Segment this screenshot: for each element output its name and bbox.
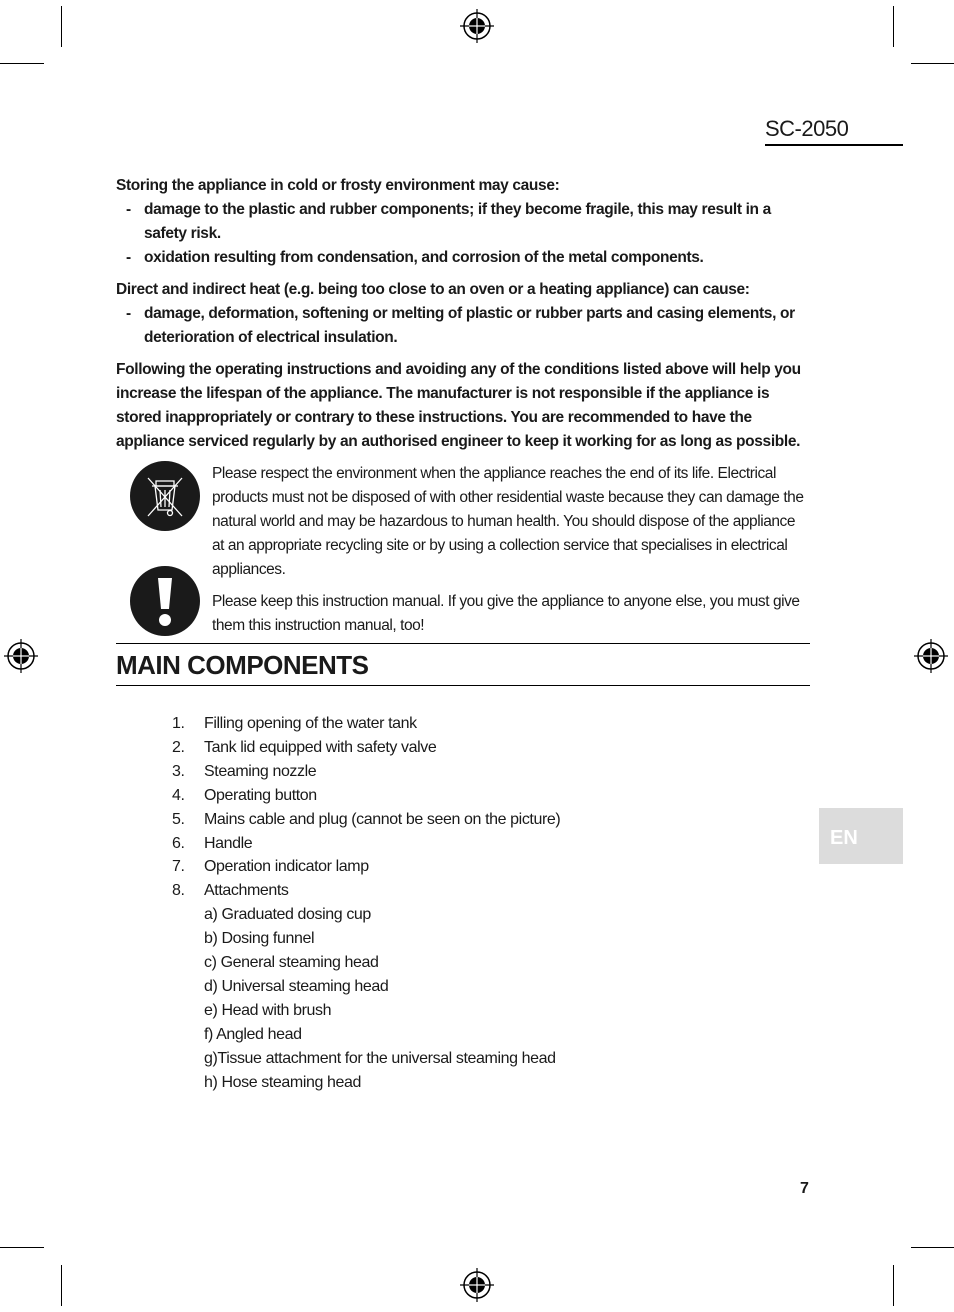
list-item: - damage to the plastic and rubber components; if they become fragile, this may result in a safety risk. (126, 201, 771, 242)
attachment-item: g)Tissue attachment for the universal steaming head (204, 1049, 556, 1067)
keep-manual-note (116, 590, 810, 638)
crop-mark (911, 63, 954, 64)
registration-mark-icon (460, 9, 494, 43)
attachment-item: h) Hose steaming head (204, 1073, 362, 1091)
crossed-out-wheelie-bin-icon (130, 461, 200, 531)
warnings-section (116, 174, 810, 638)
registration-mark-icon (460, 1268, 494, 1302)
crop-mark (911, 1247, 954, 1248)
list-item: 3. Steaming nozzle (172, 762, 317, 780)
model-number: SC-2050 (765, 116, 903, 146)
list-item: - oxidation resulting from condensation, and corrosion of the metal components. (126, 249, 704, 266)
keep-manual-text: Please keep this instruction manual. If you give the appliance to anyone else, you must give them this instruction manual, too! (212, 593, 800, 634)
crop-mark (0, 63, 44, 64)
list-item: 5. Mains cable and plug (cannot be seen on the picture) (172, 810, 561, 828)
list-item: 6. Handle (172, 834, 253, 852)
language-tab: EN (819, 808, 903, 864)
components-list (172, 712, 560, 1095)
registration-mark-icon (4, 639, 38, 673)
section-title: MAIN COMPONENTS (116, 643, 810, 686)
attachment-item: a) Graduated dosing cup (204, 906, 371, 924)
attachment-item: e) Head with brush (204, 1001, 332, 1019)
crop-mark (893, 6, 894, 47)
crop-mark (61, 1265, 62, 1306)
crop-mark (61, 6, 62, 47)
lifespan-paragraph: Following the operating instructions and avoiding any of the conditions listed above will help you increase the lifespan of the appliance. The manufacturer is not responsible if the appliance is stored inappropriately or contrary to these instructions. You are recommended to have the appliance serviced regularly by an authorised engineer to keep it working for as long as possible. (116, 361, 801, 450)
heat-bullets (116, 302, 810, 350)
storage-intro: Storing the appliance in cold or frosty environment may cause: (116, 177, 560, 194)
storage-bullets (116, 198, 810, 270)
list-item: - damage, deformation, softening or melting of plastic or rubber parts and casing elements, or deterioration of electrical insulation. (126, 305, 795, 346)
recycle-note-text: Please respect the environment when the appliance reaches the end of its life. Electrical products must not be disposed of with other residential waste because they can damage the natural world and may be hazardous to human health. You should dispose of the appliance at an appropriate recycling site or by using a collection service that specialises in electrical appliances. (212, 465, 804, 578)
list-item: 4. Operating button (172, 786, 317, 804)
recycle-note (116, 462, 810, 582)
attachment-item: c) General steaming head (204, 954, 379, 972)
attachment-item: f) Angled head (204, 1025, 302, 1043)
exclamation-icon (130, 566, 200, 636)
list-item: 2. Tank lid equipped with safety valve (172, 738, 437, 756)
list-item: 8. Attachments (172, 882, 289, 900)
list-item: 7. Operation indicator lamp (172, 858, 369, 876)
crop-mark (0, 1247, 44, 1248)
list-item: 1. Filling opening of the water tank (172, 715, 417, 732)
heat-intro: Direct and indirect heat (e.g. being too close to an oven or a heating appliance) can cause: (116, 281, 750, 298)
attachment-item: d) Universal steaming head (204, 977, 389, 995)
crop-mark (893, 1265, 894, 1306)
page-number: 7 (800, 1180, 809, 1197)
attachment-item: b) Dosing funnel (204, 930, 315, 948)
registration-mark-icon (914, 639, 948, 673)
